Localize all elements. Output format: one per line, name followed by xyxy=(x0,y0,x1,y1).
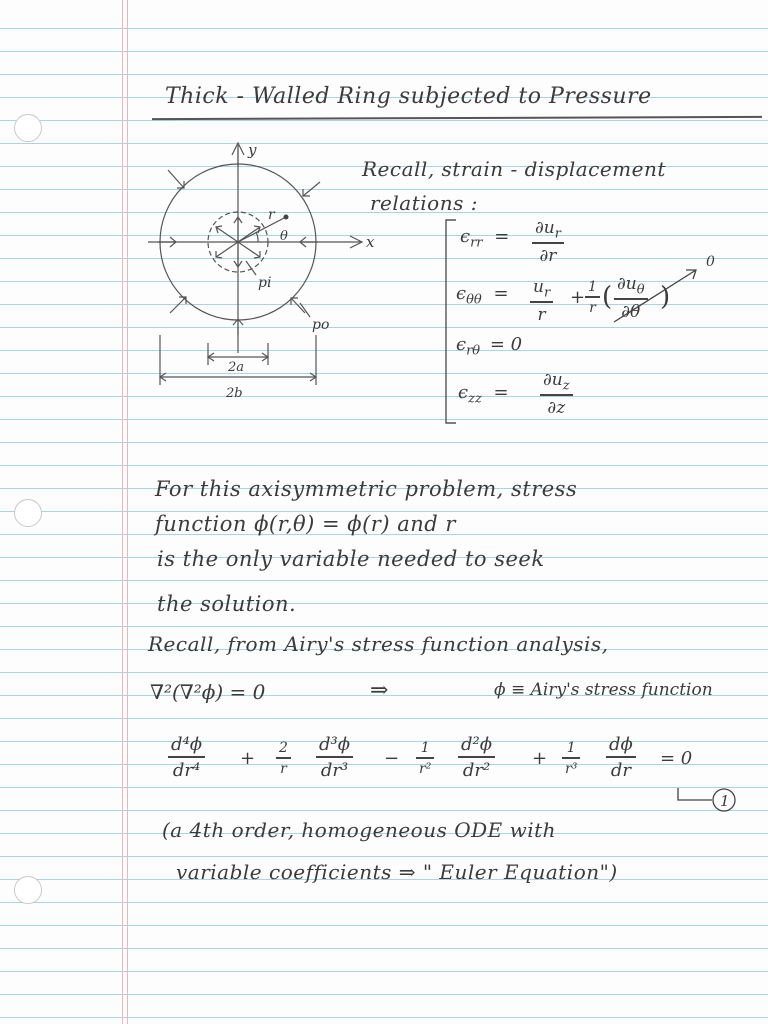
strain-tt-rparen: ) xyxy=(660,282,671,312)
ode-coef-2: 2 r xyxy=(276,740,291,777)
recall-line-2: relations : xyxy=(370,191,478,215)
strain-tt-label: $\epsilon_{\theta\theta}$ = xyxy=(456,283,509,308)
airy-definition: ϕ ≡ Airy's stress function xyxy=(494,680,713,700)
radius-label: r xyxy=(268,207,275,223)
ode-plus-2: + xyxy=(532,748,548,769)
paragraph-line-5: Recall, from Airy's stress function analysis, xyxy=(148,632,609,656)
ode-coef-4: 1 r³ xyxy=(562,740,580,777)
paragraph-line-4: the solution. xyxy=(157,592,297,616)
strain-tt-plus: + xyxy=(570,287,586,308)
margin-line-2 xyxy=(127,0,128,1024)
strain-tt-term2: 1 r xyxy=(585,279,600,316)
margin-line-1 xyxy=(122,0,123,1024)
outer-pressure-label: po xyxy=(312,317,330,333)
equation-number: 1 xyxy=(720,792,730,810)
strain-zz-label: $\epsilon_{zz}$ = xyxy=(458,382,509,407)
inner-diameter-label: 2a xyxy=(228,360,245,375)
biharmonic-equation: ∇²(∇²ϕ) = 0 xyxy=(150,680,266,704)
strain-tt-lparen: ( xyxy=(602,282,613,312)
strike-through-arrow xyxy=(608,262,708,328)
outer-diameter-label: 2b xyxy=(226,386,243,401)
ode-term3: d²ϕ dr² xyxy=(458,734,495,781)
theta-label: θ xyxy=(280,229,288,244)
ode-rhs: = 0 xyxy=(660,748,693,769)
x-axis-label: x xyxy=(366,233,375,251)
ode-term2: d³ϕ dr³ xyxy=(316,734,353,781)
ring-diagram xyxy=(140,135,375,410)
strain-rr-label: $\epsilon_{rr}$ = xyxy=(460,226,510,251)
strain-rr-fraction: $\partial u_r$ ∂r xyxy=(532,218,564,266)
binder-hole-top xyxy=(14,114,42,142)
paragraph-line-3: is the only variable needed to seek xyxy=(157,547,545,571)
note-line-2: variable coefficients ⇒ " Euler Equation") xyxy=(176,860,618,884)
ode-coef-3: 1 r² xyxy=(416,740,434,777)
paragraph-line-1: For this axisymmetric problem, stress xyxy=(155,477,578,501)
y-axis-label: y xyxy=(248,141,257,159)
strain-tt-term1: $u_r$ r xyxy=(530,277,553,325)
strain-tt-zero: 0 xyxy=(706,254,715,270)
inner-pressure-label: pi xyxy=(258,275,272,291)
implies-arrow: ⇒ xyxy=(370,678,389,703)
paragraph-line-2: function ϕ(r,θ) = ϕ(r) and r xyxy=(155,512,456,536)
ode-minus: − xyxy=(384,748,400,769)
ode-plus-1: + xyxy=(240,748,256,769)
ode-term1: d⁴ϕ dr⁴ xyxy=(168,734,205,781)
strain-rt-label: $\epsilon_{r\theta} = 0$ xyxy=(456,334,523,359)
strain-zz-fraction: $\partial u_z$ ∂z xyxy=(540,370,573,418)
page-title: Thick - Walled Ring subjected to Pressure xyxy=(165,84,652,109)
binder-hole-bottom xyxy=(14,876,42,904)
ode-term4: dϕ dr xyxy=(606,734,636,781)
recall-line-1: Recall, strain - displacement xyxy=(362,157,666,181)
note-line-1: (a 4th order, homogeneous ODE with xyxy=(162,818,557,842)
strain-tt-term3: $\partial u_\theta$ ∂θ xyxy=(614,274,648,322)
equation-number-marker xyxy=(672,782,742,822)
binder-hole-middle xyxy=(14,499,42,527)
